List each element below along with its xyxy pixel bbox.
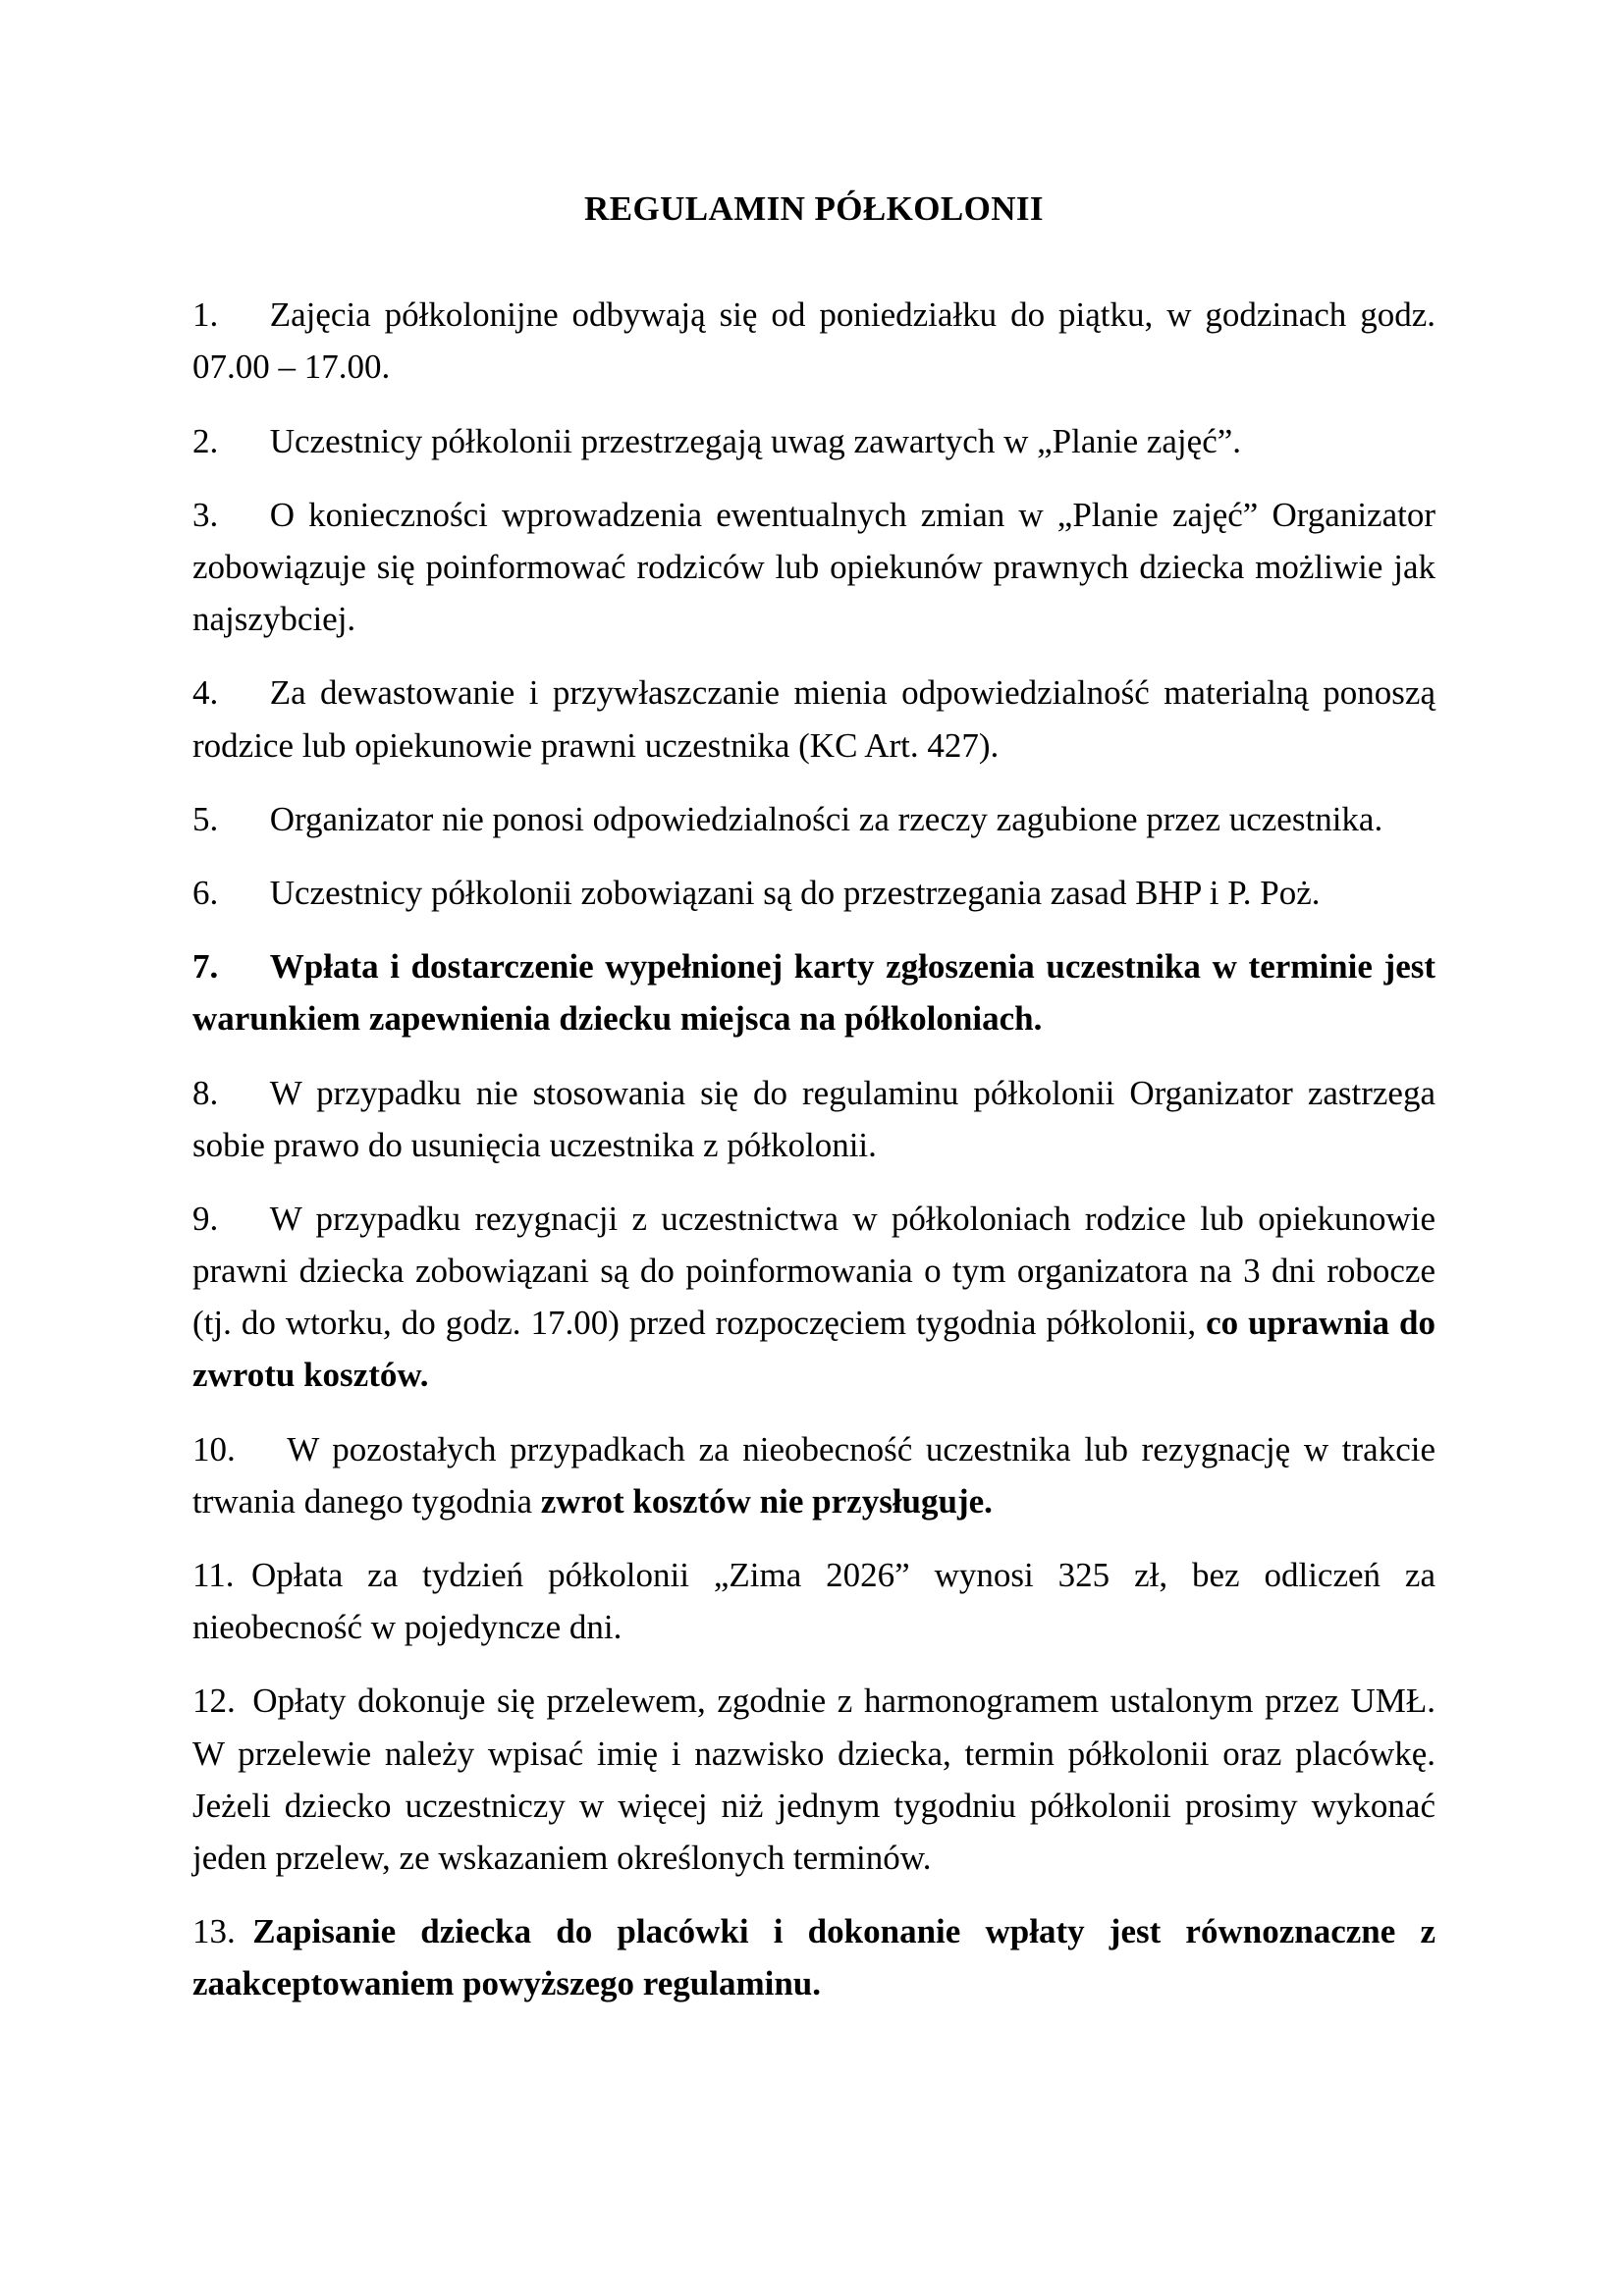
clause-text: Zajęcia półkolonijne odbywają się od poniedziałku do piątku, w godzinach godz. 07.00 – 17.00.	[192, 295, 1435, 387]
clause-1	[192, 289, 1435, 393]
title-spacer	[192, 229, 1435, 289]
clause-number: 12.	[192, 1682, 236, 1721]
page-title: REGULAMIN PÓŁKOLONII	[584, 189, 1044, 228]
clause-text: O konieczności wprowadzenia ewentualnych zmian w „Planie zajęć” Organizator zobowiązuje się poinformować rodziców lub opiekunów prawnych dziecka możliwie jak najszybciej.	[192, 495, 1435, 639]
clause-number: 9.	[192, 1199, 219, 1238]
clause-number: 1.	[192, 295, 219, 335]
clause-number: 11.	[192, 1556, 235, 1594]
clause-number: 3.	[192, 495, 219, 534]
clause-2	[192, 415, 1435, 467]
clause-text-emphasis: Zapisanie dziecka do placówki i dokonanie wpłaty jest równoznaczne z zaakceptowaniem powyższego regulaminu.	[192, 1912, 1435, 2003]
clause-text: Za dewastowanie i przywłaszczanie mienia odpowiedzialność materialną ponoszą rodzice lub opiekunowie prawni uczestnika (KC Art. 427).	[192, 673, 1435, 765]
clause-text: Uczestnicy półkolonii przestrzegają uwag zawartych w „Planie zajęć”.	[269, 421, 1242, 460]
clause-7	[192, 940, 1435, 1044]
clause-text: Organizator nie ponosi odpowiedzialności za rzeczy zagubione przez uczestnika.	[269, 799, 1383, 838]
clause-6	[192, 867, 1435, 919]
clause-text-emphasis: co uprawnia do zwrotu kosztów.	[192, 1304, 1435, 1395]
clause-number: 6.	[192, 873, 219, 912]
document-content	[192, 0, 1435, 2010]
clause-number: 5.	[192, 799, 219, 838]
regulations-list	[192, 289, 1435, 2009]
clause-number: 13.	[192, 1912, 236, 1951]
clause-number: 8.	[192, 1073, 219, 1112]
clause-5	[192, 793, 1435, 845]
clause-text-emphasis: Wpłata i dostarczenie wypełnionej karty zgłoszenia uczestnika w terminie jest warunkiem zapewnienia dziecku miejsca na półkoloniach.	[192, 947, 1435, 1039]
clause-10	[192, 1423, 1435, 1527]
clause-text: W przypadku rezygnacji z uczestnictwa w półkoloniach rodzice lub opiekunowie prawni dziecka zobowiązani są do poinformowania o tym organizatora na 3 dni robocze (tj. do wtorku, do godz. 17.00) przed rozpoczęciem tygodnia półkolonii,	[192, 1199, 1435, 1343]
clause-text-emphasis: zwrot kosztów nie przysługuje.	[540, 1481, 993, 1521]
clause-13	[192, 1905, 1435, 2009]
clause-text: Uczestnicy półkolonii zobowiązani są do przestrzegania zasad BHP i P. Poż.	[269, 873, 1321, 912]
clause-11	[192, 1549, 1435, 1653]
clause-number: 7.	[192, 947, 219, 987]
clause-3	[192, 489, 1435, 646]
clause-8	[192, 1067, 1435, 1171]
clause-text: W przypadku nie stosowania się do regulaminu półkolonii Organizator zastrzega sobie prawo do usunięcia uczestnika z półkolonii.	[192, 1073, 1435, 1164]
clause-text: Opłata za tydzień półkolonii „Zima 2026” wynosi 325 zł, bez odliczeń za nieobecność w pojedyncze dni.	[192, 1556, 1435, 1647]
clause-number: 4.	[192, 673, 219, 713]
clause-text: Opłaty dokonuje się przelewem, zgodnie z harmonogramem ustalonym przez UMŁ. W przelewie należy wpisać imię i nazwisko dziecka, termin półkolonii oraz placówkę. Jeżeli dziecko uczestniczy w więcej niż jednym tygodniu półkolonii prosimy wykonać jeden przelew, ze wskazaniem określonych terminów.	[192, 1682, 1435, 1877]
clause-9	[192, 1193, 1435, 1402]
clause-12	[192, 1675, 1435, 1884]
clause-text: W pozostałych przypadkach za nieobecność uczestnika lub rezygnację w trakcie trwania danego tygodnia	[192, 1429, 1435, 1521]
clause-number: 10.	[192, 1429, 236, 1468]
clause-4	[192, 667, 1435, 771]
clause-number: 2.	[192, 421, 219, 460]
